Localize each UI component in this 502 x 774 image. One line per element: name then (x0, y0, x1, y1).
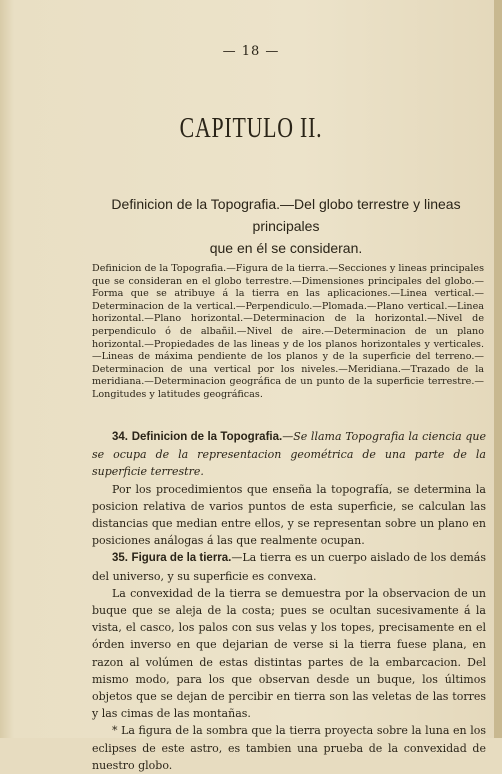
section-34-lead: —Se llama Topografia la ciencia que se ocupa de la representacion geométrica de una parte de la superficie terrestre. (92, 430, 486, 479)
section-35 (92, 549, 486, 584)
chapter-subtitle (86, 193, 486, 259)
page-edge (494, 0, 502, 738)
subtitle-line-2: que en él se consideran. (209, 240, 363, 256)
chapter-title: CAPITULO II. (179, 113, 323, 144)
page-number: — 18 — (222, 44, 280, 59)
section-34-number: 34. (112, 431, 128, 443)
section-34 (92, 428, 486, 481)
section-35-number: 35. (112, 552, 128, 565)
section-34-heading: Definicion de la Topografia. (131, 431, 283, 443)
section-35-paragraph: La convexidad de la tierra se demuestra por la observacion de un buque que se aleja de la costa; pues se ocultan sucesivamente á la vista, el casco, los palos con sus velas y los topes, precisamente en el órden inverso en que dejarian de verse si la tierra fuese plana, en razon al volúmen de estas distintas partes de la embarcacion. Del mismo modo, para los que observan desde un buque, los últimos objetos que se dejan de percibir en tierra son las veletas de las torres y las cimas de las montañas. (92, 586, 486, 721)
section-35-note: * La figura de la sombra que la tierra proyecta sobre la luna en los eclipses de este astro, es tambien una prueba de la convexidad de nuestro globo. (92, 724, 486, 772)
body-text (92, 428, 486, 774)
section-35-lead: —La tierra es un cuerpo aislado de los demás del universo, y su superficie es convexa. (92, 551, 487, 583)
subtitle-line-1: Definicion de la Topografia.—Del globo terrestre y lineas principales (111, 196, 461, 234)
chapter-summary: Definicion de la Topografia.—Figura de la tierra.—Secciones y lineas principales que se consideran en el globo terrestre.—Dimensiones principales del globo.—Forma que se atribuye á la tierra en las aplicaciones.—Linea vertical.—Determinacion de la vertical.—Perpendiculo.—Plomada.—Plano vertical.—Linea horizontal.—Plano horizontal.—Determinacion de la horizontal.—Nivel de perpendiculo ó de albañil.—Nivel de aire.—Determinacion de un plano horizontal.—Propiedades de las lineas y de los planos horizontales y verticales.—Lineas de máxima pendiente de los planos y de la superficie del terreno.—Determinacion de una vertical por los niveles.—Meridiana.—Trazado de la meridiana.—Determinacion geográfica de un punto de la superficie terrestre.—Longitudes y latitudes geográficas. (92, 263, 484, 400)
section-34-paragraph: Por los procedimientos que enseña la topografía, se determina la posicion relativa de varios puntos de esta superficie, se calculan las distancias que median entre ellos, y se representan sobre un plano en posiciones análogas á las que realmente ocupan. (92, 482, 486, 548)
section-35-heading: Figura de la tierra. (131, 552, 232, 565)
